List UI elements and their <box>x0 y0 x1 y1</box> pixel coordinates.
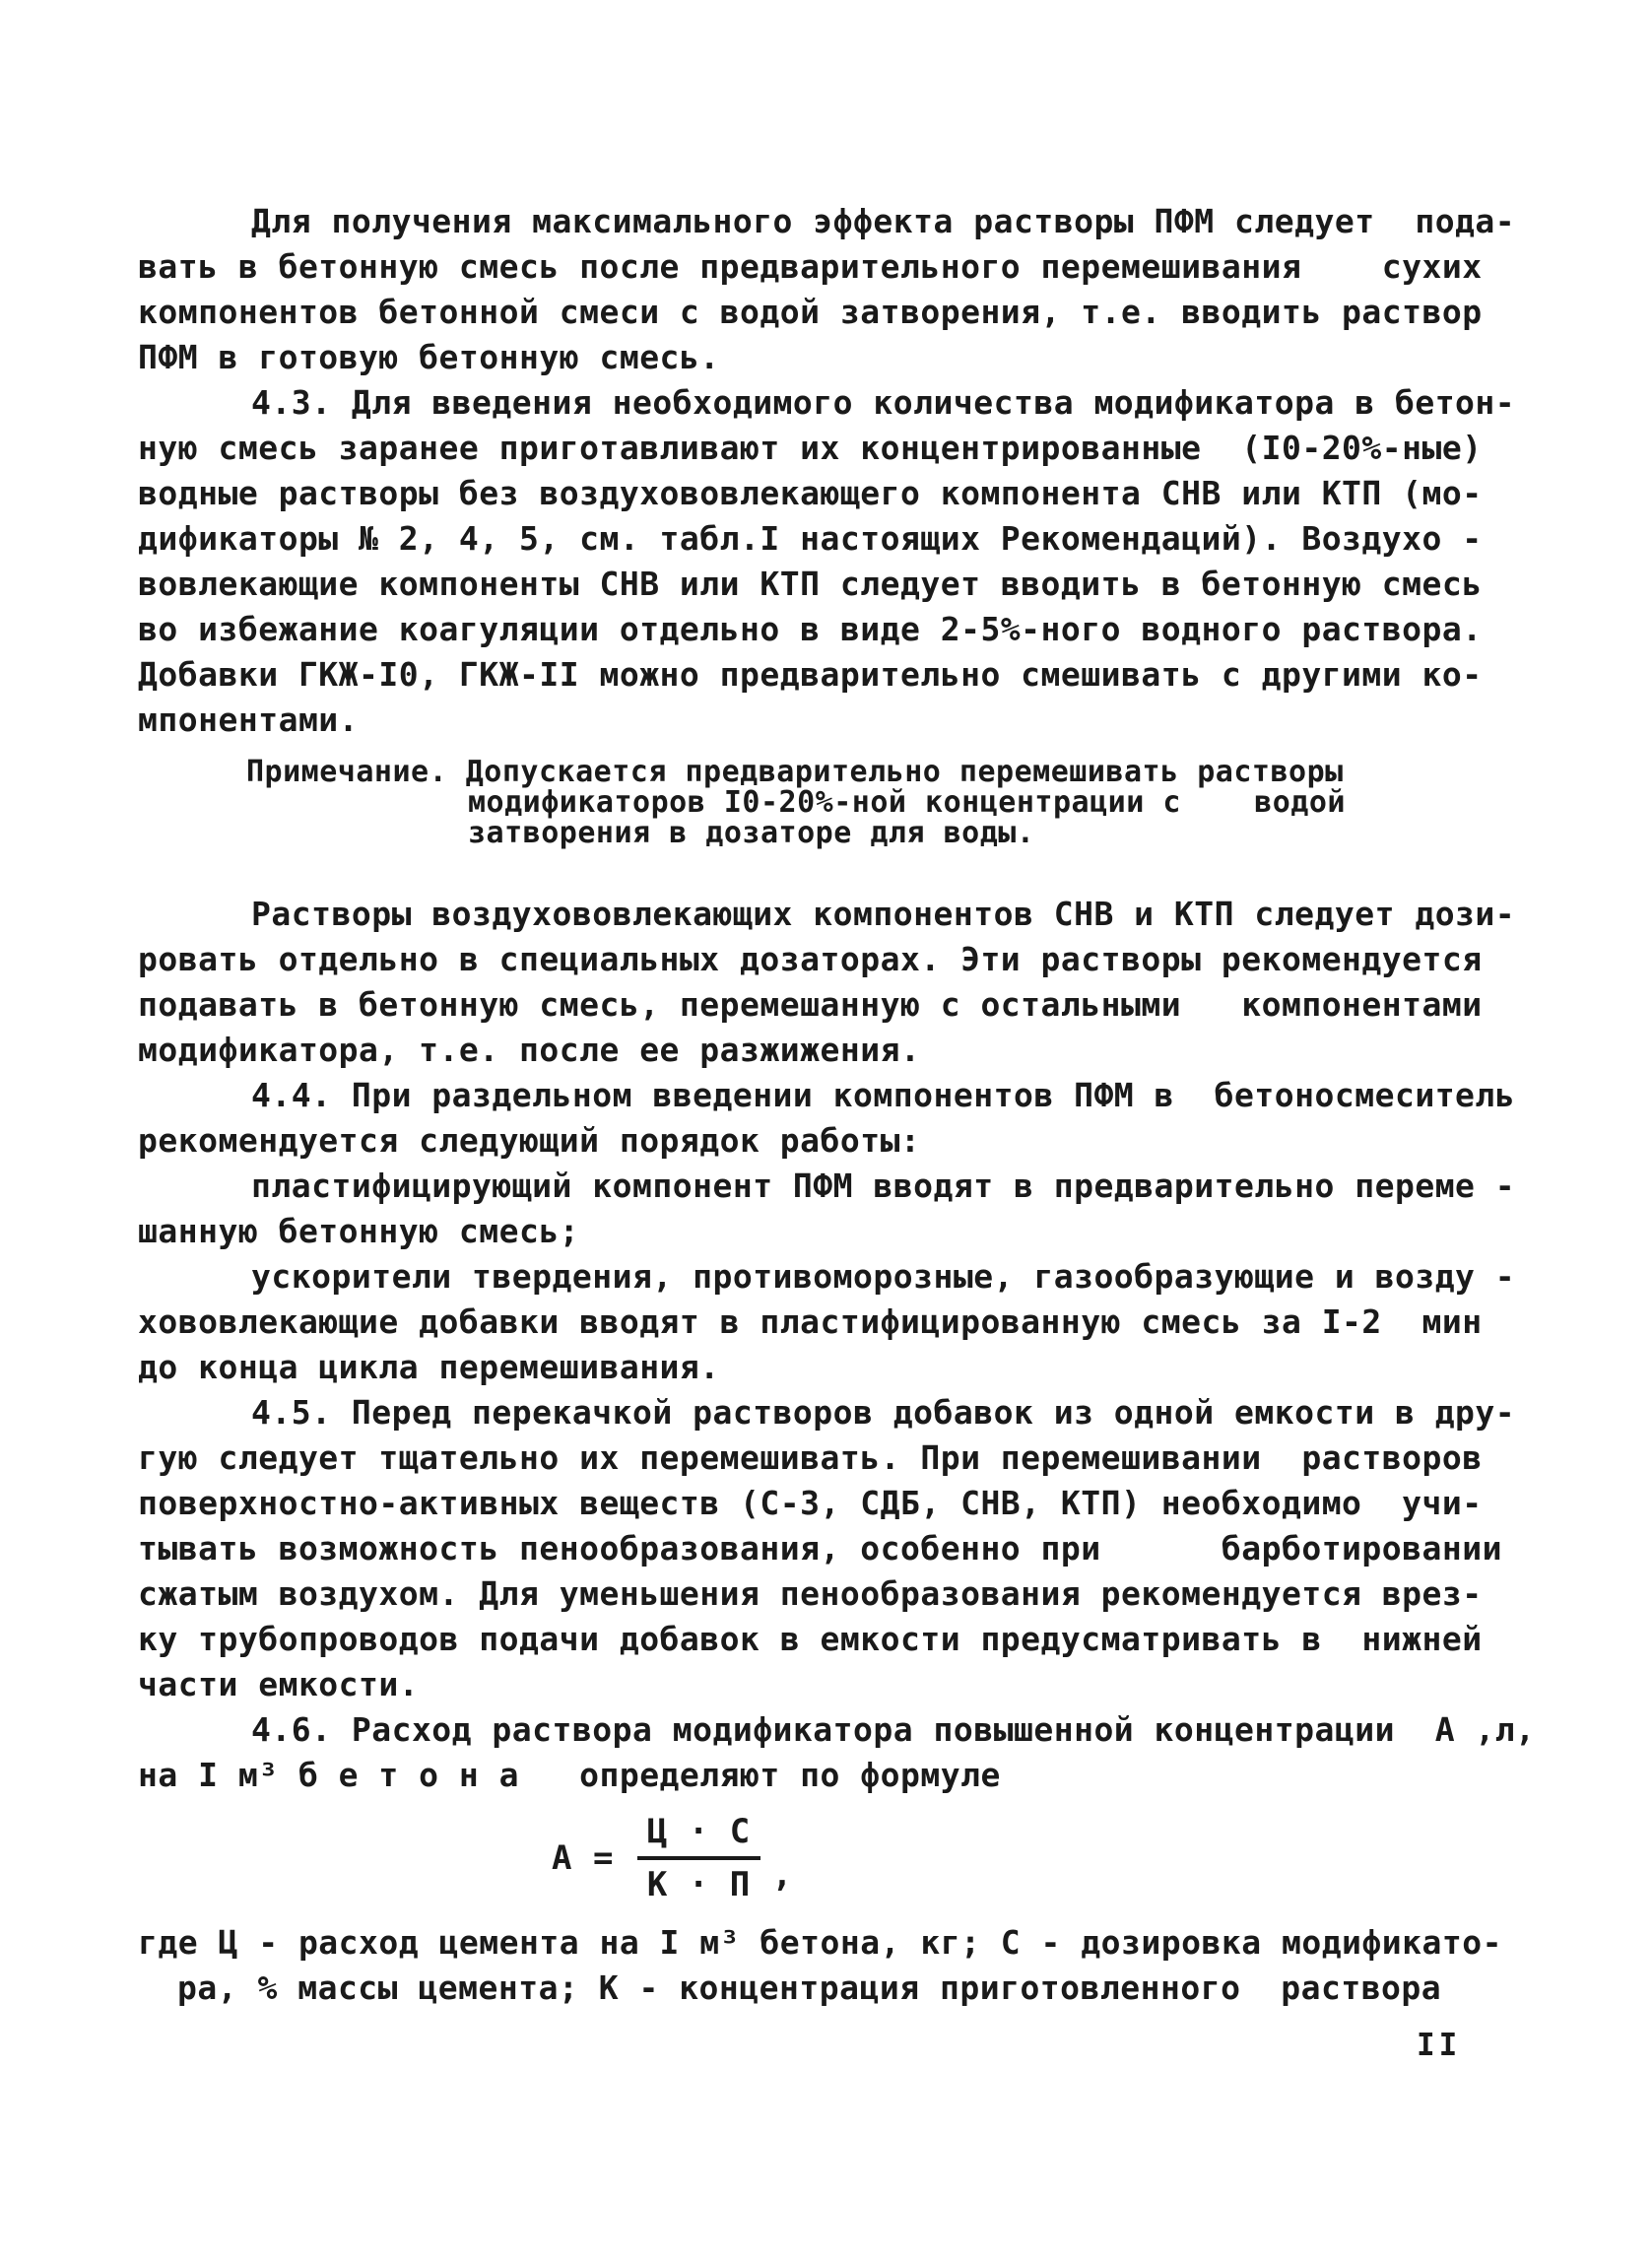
text-line: сжатым воздухом. Для уменьшения пенообразования рекомендуется врез- <box>138 1574 1483 1613</box>
text-line: мпонентами. <box>138 700 360 739</box>
text-line: Добавки ГКЖ-I0, ГКЖ-II можно предварительно смешивать с другими ко- <box>138 655 1483 694</box>
formula-lhs: А = <box>552 1838 614 1878</box>
text-line: вать в бетонную смесь после предварительного перемешивания сухих <box>138 247 1483 286</box>
formula-comma: , <box>771 1855 793 1895</box>
text-line: ную смесь заранее приготавливают их концентрированные (I0-20%-ные) <box>138 429 1483 467</box>
text-line: 4.4. При раздельном введении компонентов ПФМ в бетоносмеситель <box>251 1076 1516 1114</box>
paragraphs-bottom <box>138 1920 1596 2011</box>
text-line: вовлекающие компоненты СНВ или КТП следует вводить в бетонную смесь <box>138 565 1483 603</box>
text-block <box>138 199 1596 2011</box>
text-line: шанную бетонную смесь; <box>138 1212 580 1250</box>
text-line: во избежание коагуляции отдельно в виде 2-5%-ного водного раствора. <box>138 610 1483 648</box>
text-line: ку трубопроводов подачи добавок в емкости предусматривать в нижней <box>138 1620 1483 1658</box>
paragraphs-top <box>138 199 1596 1798</box>
text-line: пластифицирующий компонент ПФМ вводят в предварительно переме - <box>251 1167 1516 1205</box>
text-line: модификатора, т.е. после ее разжижения. <box>138 1031 921 1069</box>
text-line: подавать в бетонную смесь, перемешанную с остальными компонентами <box>138 985 1483 1024</box>
text-line: на I м³ б е т о н а определяют по формуле <box>138 1756 1001 1794</box>
page-number: II <box>1417 2028 1462 2063</box>
text-line: рекомендуется следующий порядок работы: <box>138 1121 921 1160</box>
text-line: дификаторы № 2, 4, 5, см. табл.I настоящих Рекомендаций). Воздухо - <box>138 519 1483 558</box>
text-line: Примечание. Допускается предварительно перемешивать растворы <box>246 755 1344 789</box>
formula-denominator: К · П <box>637 1856 760 1904</box>
formula-fraction <box>637 1812 760 1904</box>
spacer <box>138 848 1596 892</box>
text-line: Растворы воздухововлекающих компонентов СНВ и КТП следует дози- <box>251 895 1516 933</box>
text-line: ПФМ в готовую бетонную смесь. <box>138 338 720 376</box>
formula-numerator: Ц · С <box>646 1812 751 1851</box>
text-line: ускорители твердения, противоморозные, газообразующие и возду - <box>251 1257 1516 1296</box>
text-line: Для получения максимального эффекта растворы ПФМ следует пода- <box>251 202 1516 240</box>
text-line: 4.5. Перед перекачкой растворов добавок из одной емкости в дру- <box>251 1393 1516 1432</box>
text-line: 4.6. Расход раствора модификатора повышенной концентрации А ,л, <box>251 1710 1536 1749</box>
text-line: компонентов бетонной смеси с водой затворения, т.е. вводить раствор <box>138 293 1483 331</box>
formula <box>552 1812 1596 1904</box>
text-line: ра, % массы цемента; К - концентрация приготовленного раствора <box>177 1968 1442 2007</box>
text-line: ровать отдельно в специальных дозаторах. Эти растворы рекомендуется <box>138 940 1483 978</box>
text-line: водные растворы без воздухововлекающего компонента СНВ или КТП (мо- <box>138 474 1483 512</box>
text-line: модификаторов I0-20%-ной концентрации с водой <box>468 785 1346 820</box>
text-line: до конца цикла перемешивания. <box>138 1348 720 1386</box>
text-line: поверхностно-активных веществ (С-3, СДБ, СНВ, КТП) необходимо учи- <box>138 1484 1483 1522</box>
text-line: где Ц - расход цемента на I м³ бетона, кг; С - дозировка модификато- <box>138 1923 1503 1962</box>
text-line: тывать возможность пенообразования, особенно при барботировании <box>138 1529 1503 1568</box>
text-line: 4.3. Для введения необходимого количества модификатора в бетон- <box>251 383 1516 422</box>
text-line: гую следует тщательно их перемешивать. При перемешивании растворов <box>138 1438 1483 1477</box>
text-line: хововлекающие добавки вводят в пластифицированную смесь за I-2 мин <box>138 1302 1483 1341</box>
text-line: затворения в дозаторе для воды. <box>468 816 1035 850</box>
text-line: части емкости. <box>138 1665 420 1703</box>
